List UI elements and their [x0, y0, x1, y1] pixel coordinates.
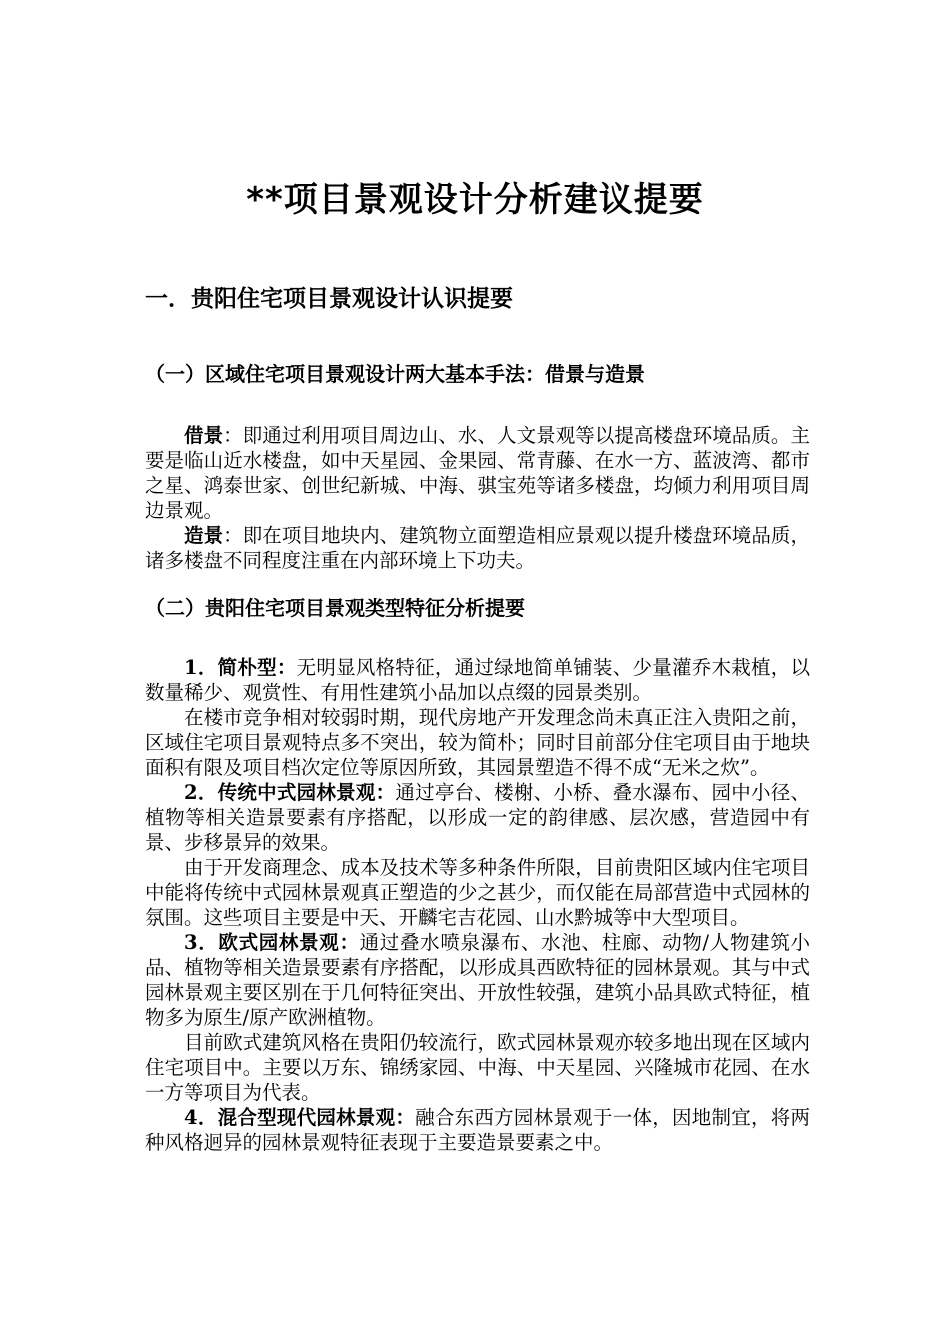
- item-text: 无明显风格特征，通过绿地简单铺装、少量灌乔木栽植，以数量稀少、观赏性、有用性建筑小品加以点缀的园景类别。: [145, 656, 810, 704]
- item-text: 通过亭台、楼榭、小桥、叠水瀑布、园中小径、植物等相关造景要素有序搭配，以形成一定的韵律感、层次感，营造园中有景、步移景异的效果。: [145, 781, 810, 854]
- list-item: [145, 780, 810, 855]
- list-item: [145, 1105, 810, 1155]
- item-term: 3．欧式园林景观：: [184, 931, 360, 954]
- item-text: 融合东西方园林景观于一体，因地制宜，将两种风格迥异的园林景观特征表现于主要造景要素之中。: [145, 1106, 810, 1154]
- subsection-1-body: [145, 423, 810, 573]
- subsection-heading-1: （一）区域住宅项目景观设计两大基本手法：借景与造景: [145, 362, 645, 386]
- item-followup: 在楼市竞争相对较弱时期，现代房地产开发理念尚未真正注入贵阳之前，区域住宅项目景观特点多不突出，较为简朴；同时目前部分住宅项目由于地块面积有限及项目档次定位等原因所致，其园景塑造不得不成“无米之炊”。: [145, 706, 810, 779]
- item-text: 通过叠水喷泉瀑布、水池、柱廊、动物/人物建筑小品、植物等相关造景要素有序搭配，以形成具西欧特征的园林景观。其与中式园林景观主要区别在于几何特征突出、开放性较强，建筑小品具欧式特征，植物多为原生/原产欧洲植物。: [145, 931, 810, 1029]
- item-followup: 目前欧式建筑风格在贵阳仍较流行，欧式园林景观亦较多地出现在区域内住宅项目中。主要以万东、锦绣家园、中海、中天星园、兴隆城市花园、在水一方等项目为代表。: [145, 1031, 810, 1104]
- subsection-2-body: [145, 655, 810, 1155]
- term-created-scenery: 造景: [184, 524, 224, 547]
- list-item: [145, 655, 810, 705]
- list-item: [145, 930, 810, 1030]
- section-heading: 一．贵阳住宅项目景观设计认识提要: [145, 286, 513, 312]
- paragraph-created-scenery: [145, 523, 810, 573]
- item-followup: 由于开发商理念、成本及技术等多种条件所限，目前贵阳区域内住宅项目中能将传统中式园林景观真正塑造的少之甚少，而仅能在局部营造中式园林的氛围。这些项目主要是中天、开麟宅吉花园、山水黔城等中大型项目。: [145, 856, 810, 929]
- paragraph-borrowed-scenery: [145, 423, 810, 523]
- document-title: **项目景观设计分析建议提要: [246, 180, 704, 220]
- paragraph-text: ：即通过利用项目周边山、水、人文景观等以提高楼盘环境品质。主要是临山近水楼盘，如中天星园、金果园、常青藤、在水一方、蓝波湾、都市之星、鸿泰世家、创世纪新城、中海、骐宝苑等诸多楼盘，均倾力利用项目周边景观。: [145, 424, 810, 522]
- item-term: 2．传统中式园林景观：: [184, 781, 396, 804]
- item-term: 1．简朴型：: [184, 656, 297, 679]
- term-borrowed-scenery: 借景: [184, 424, 224, 447]
- paragraph-text: ：即在项目地块内、建筑物立面塑造相应景观以提升楼盘环境品质，诸多楼盘不同程度注重在内部环境上下功夫。: [145, 524, 810, 572]
- subsection-heading-2: （二）贵阳住宅项目景观类型特征分析提要: [145, 596, 525, 620]
- item-term: 4．混合型现代园林景观：: [184, 1106, 416, 1129]
